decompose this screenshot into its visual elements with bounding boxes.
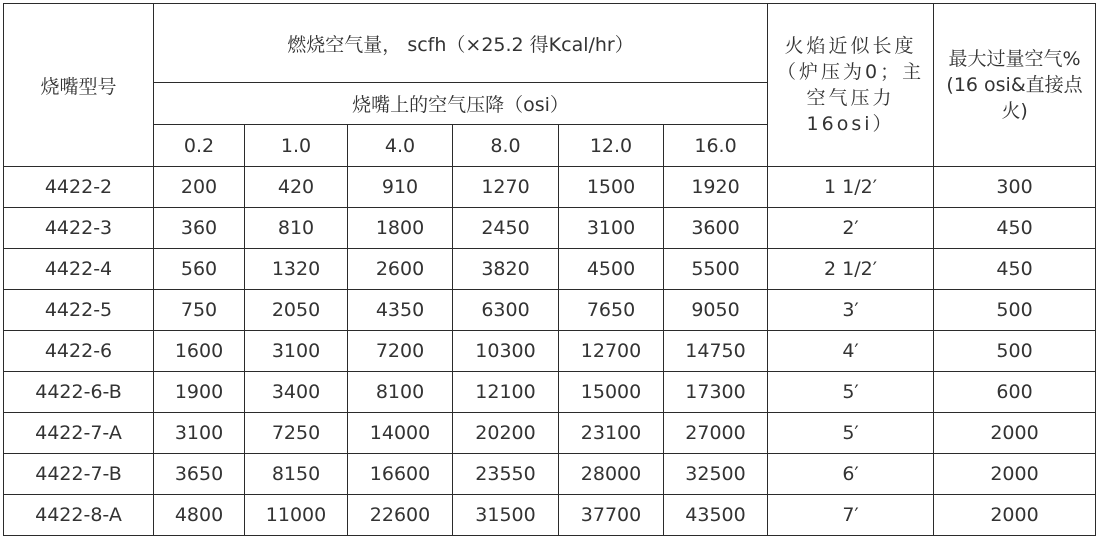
flame-length-cell: 3′ xyxy=(768,290,934,331)
air-flow-cell: 420 xyxy=(245,167,348,208)
air-flow-cell: 16600 xyxy=(348,454,453,495)
pressure-value: 4.0 xyxy=(348,125,453,167)
air-flow-cell: 750 xyxy=(154,290,245,331)
burner-spec-table xyxy=(3,3,1096,536)
air-flow-cell: 1270 xyxy=(453,167,559,208)
air-flow-cell: 27000 xyxy=(664,413,768,454)
table-row xyxy=(4,249,1096,290)
air-flow-cell: 7250 xyxy=(245,413,348,454)
air-flow-cell: 22600 xyxy=(348,495,453,536)
air-flow-cell: 910 xyxy=(348,167,453,208)
air-flow-cell: 9050 xyxy=(664,290,768,331)
air-flow-cell: 23100 xyxy=(559,413,664,454)
air-flow-cell: 1920 xyxy=(664,167,768,208)
air-flow-cell: 32500 xyxy=(664,454,768,495)
flame-length-cell: 5′ xyxy=(768,413,934,454)
excess-air-cell: 450 xyxy=(934,249,1096,290)
flame-length-cell: 2 1/2′ xyxy=(768,249,934,290)
model-cell: 4422-4 xyxy=(4,249,154,290)
flame-length-cell: 2′ xyxy=(768,208,934,249)
air-flow-cell: 1600 xyxy=(154,331,245,372)
air-flow-cell: 14000 xyxy=(348,413,453,454)
excess-air-cell: 2000 xyxy=(934,454,1096,495)
air-flow-cell: 5500 xyxy=(664,249,768,290)
flame-length-cell: 1 1/2′ xyxy=(768,167,934,208)
air-flow-cell: 23550 xyxy=(453,454,559,495)
air-flow-cell: 3400 xyxy=(245,372,348,413)
flame-length-cell: 4′ xyxy=(768,331,934,372)
model-cell: 4422-2 xyxy=(4,167,154,208)
flame-length-header: 火焰近似长度（炉压为0；主空气压力16osi） xyxy=(768,4,934,167)
table-row xyxy=(4,208,1096,249)
air-flow-cell: 14750 xyxy=(664,331,768,372)
air-flow-cell: 3650 xyxy=(154,454,245,495)
table-row xyxy=(4,454,1096,495)
table-row xyxy=(4,372,1096,413)
air-flow-cell: 15000 xyxy=(559,372,664,413)
air-flow-cell: 7650 xyxy=(559,290,664,331)
air-flow-cell: 11000 xyxy=(245,495,348,536)
pressure-drop-header: 烧嘴上的空气压降（osi） xyxy=(154,83,768,125)
excess-air-cell: 500 xyxy=(934,290,1096,331)
flame-length-cell: 6′ xyxy=(768,454,934,495)
air-flow-cell: 8100 xyxy=(348,372,453,413)
pressure-value: 1.0 xyxy=(245,125,348,167)
model-cell: 4422-5 xyxy=(4,290,154,331)
model-column-header: 烧嘴型号 xyxy=(4,4,154,167)
table-row xyxy=(4,495,1096,536)
air-flow-cell: 6300 xyxy=(453,290,559,331)
pressure-value: 8.0 xyxy=(453,125,559,167)
model-cell: 4422-7-B xyxy=(4,454,154,495)
table-row xyxy=(4,290,1096,331)
air-flow-cell: 2450 xyxy=(453,208,559,249)
excess-air-cell: 300 xyxy=(934,167,1096,208)
air-flow-cell: 3600 xyxy=(664,208,768,249)
air-flow-cell: 7200 xyxy=(348,331,453,372)
air-flow-cell: 200 xyxy=(154,167,245,208)
air-flow-cell: 1500 xyxy=(559,167,664,208)
air-flow-cell: 3820 xyxy=(453,249,559,290)
air-flow-cell: 1900 xyxy=(154,372,245,413)
model-cell: 4422-7-A xyxy=(4,413,154,454)
excess-air-cell: 450 xyxy=(934,208,1096,249)
excess-air-cell: 500 xyxy=(934,331,1096,372)
model-cell: 4422-6 xyxy=(4,331,154,372)
pressure-value: 16.0 xyxy=(664,125,768,167)
pressure-value: 12.0 xyxy=(559,125,664,167)
air-flow-cell: 20200 xyxy=(453,413,559,454)
air-flow-cell: 12700 xyxy=(559,331,664,372)
air-flow-cell: 4500 xyxy=(559,249,664,290)
air-flow-cell: 17300 xyxy=(664,372,768,413)
air-flow-cell: 31500 xyxy=(453,495,559,536)
excess-air-cell: 600 xyxy=(934,372,1096,413)
air-flow-header: 燃烧空气量， scfh（×25.2 得Kcal/hr） xyxy=(154,4,768,83)
air-flow-cell: 1320 xyxy=(245,249,348,290)
max-excess-air-header: 最大过量空气%(16 osi&直接点火) xyxy=(934,4,1096,167)
air-flow-cell: 4350 xyxy=(348,290,453,331)
excess-air-cell: 2000 xyxy=(934,495,1096,536)
table-row xyxy=(4,331,1096,372)
air-flow-cell: 4800 xyxy=(154,495,245,536)
pressure-value: 0.2 xyxy=(154,125,245,167)
air-flow-cell: 2600 xyxy=(348,249,453,290)
air-flow-cell: 28000 xyxy=(559,454,664,495)
table-row xyxy=(4,413,1096,454)
air-flow-cell: 8150 xyxy=(245,454,348,495)
model-cell: 4422-6-B xyxy=(4,372,154,413)
air-flow-cell: 12100 xyxy=(453,372,559,413)
air-flow-cell: 3100 xyxy=(559,208,664,249)
air-flow-cell: 10300 xyxy=(453,331,559,372)
air-flow-cell: 2050 xyxy=(245,290,348,331)
model-cell: 4422-8-A xyxy=(4,495,154,536)
air-flow-cell: 810 xyxy=(245,208,348,249)
model-cell: 4422-3 xyxy=(4,208,154,249)
excess-air-cell: 2000 xyxy=(934,413,1096,454)
air-flow-cell: 3100 xyxy=(245,331,348,372)
flame-length-cell: 7′ xyxy=(768,495,934,536)
air-flow-cell: 37700 xyxy=(559,495,664,536)
flame-length-cell: 5′ xyxy=(768,372,934,413)
air-flow-cell: 43500 xyxy=(664,495,768,536)
table-row xyxy=(4,167,1096,208)
air-flow-cell: 1800 xyxy=(348,208,453,249)
air-flow-cell: 3100 xyxy=(154,413,245,454)
air-flow-cell: 360 xyxy=(154,208,245,249)
air-flow-cell: 560 xyxy=(154,249,245,290)
